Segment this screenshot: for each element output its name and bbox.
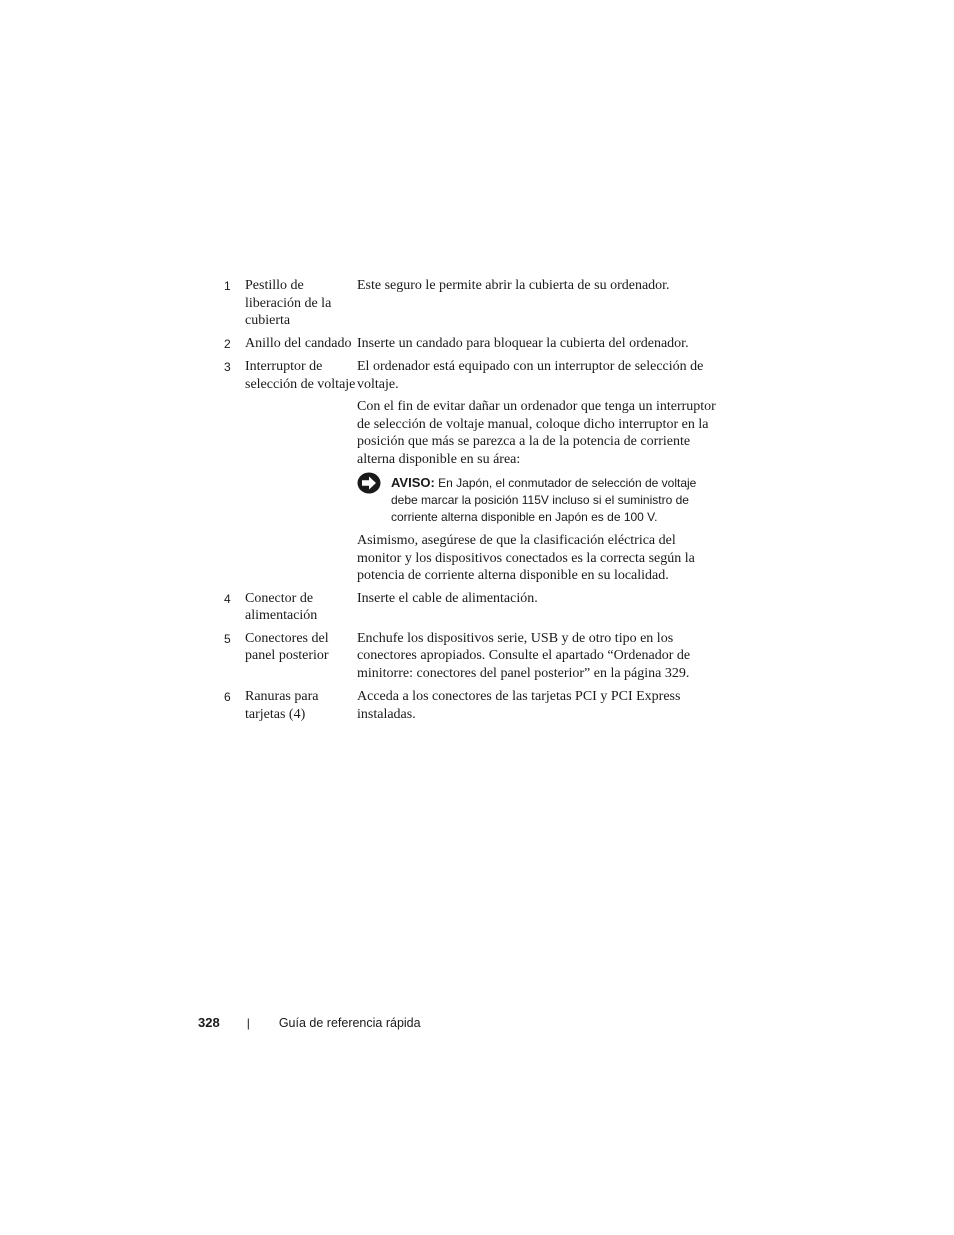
row-description [357,630,716,683]
row-description [357,277,716,295]
component-table [224,277,716,723]
row-number: 6 [224,690,231,704]
description-paragraph: Acceda a los conectores de las tarjetas PCI y PCI Express instaladas. [357,689,681,722]
description-paragraph: Inserte el cable de alimentación. [357,590,538,606]
description-paragraph: El ordenador está equipado con un interruptor de selección de voltaje. [357,359,704,392]
notice-arrow-icon [357,472,381,494]
table-row [224,688,716,723]
row-term: Interruptor de selección de voltaje [245,359,356,392]
table-row [224,358,716,585]
notice-box [357,474,716,526]
row-term: Conectores del panel posterior [245,630,329,663]
row-term: Conector de alimentación [245,590,318,623]
row-term: Anillo del candado [245,335,352,351]
row-number: 4 [224,591,231,606]
table-row [224,277,716,330]
table-row [224,590,716,625]
description-paragraph: Enchufe los dispositivos serie, USB y de otro tipo en los conectores apropiados. Consulte el apartado “Ordenador de minitorre: conectores del panel posterior” en la página 329. [357,630,691,681]
row-number: 1 [224,279,231,293]
footer-separator: | [246,1015,250,1030]
row-description [357,590,716,608]
row-description [357,335,716,353]
row-number: 5 [224,631,231,646]
description-paragraph: Inserte un candado para bloquear la cubierta del ordenador. [357,335,689,351]
description-paragraph: Asimismo, asegúrese de que la clasificación eléctrica del monitor y los dispositivos conectados es la correcta según la potencia de corriente alterna disponible en su localidad. [357,533,695,583]
row-description [357,358,716,585]
row-description [357,688,716,723]
row-number: 2 [224,336,231,351]
page-number: 328 [198,1015,220,1030]
description-paragraph: Este seguro le permite abrir la cubierta de su ordenador. [357,278,670,293]
description-paragraph: Con el fin de evitar dañar un ordenador que tenga un interruptor de selección de voltaje manual, coloque dicho interruptor en la posición que más se parezca a la de la potencia de corriente alterna disponible en su área: [357,399,716,467]
row-term: Ranuras para tarjetas (4) [245,689,319,722]
footer-title: Guía de referencia rápida [278,1015,421,1030]
page-footer [198,1015,421,1030]
table-row [224,630,716,683]
notice-text: En Japón, el conmutador de selección de voltaje debe marcar la posición 115V incluso si el suministro de corriente alterna disponible en Japón es de 100 V. [391,476,697,524]
notice-label: AVISO: [391,475,435,490]
notice-text-block [391,474,716,526]
table-row [224,335,716,354]
row-term: Pestillo de liberación de la cubierta [245,278,332,328]
row-number: 3 [224,360,231,374]
